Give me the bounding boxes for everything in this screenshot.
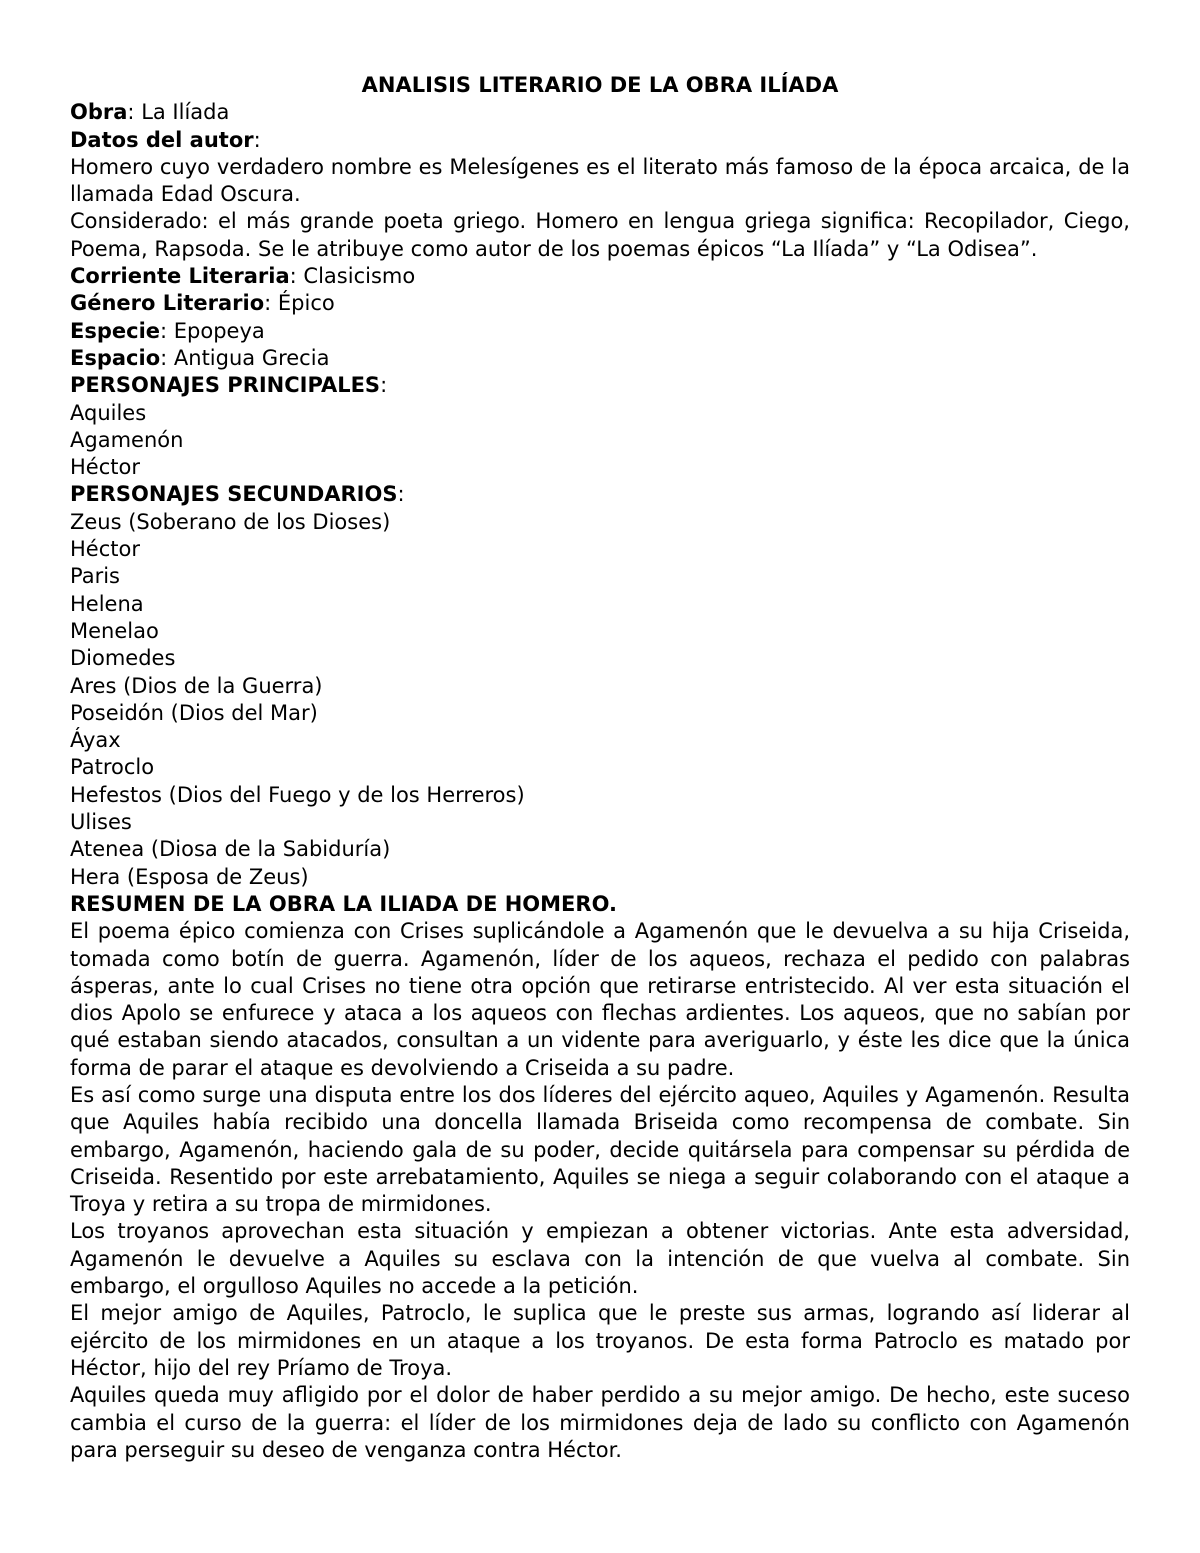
list-item: Áyax [70, 728, 121, 753]
espacio-line: Espacio: Antigua Grecia [70, 345, 330, 370]
corriente-value: Clasicismo [303, 264, 416, 289]
genero-line: Género Literario: Épico [70, 291, 335, 316]
list-item: Ares (Dios de la Guerra) [70, 673, 323, 698]
list-item: Zeus (Soberano de los Dioses) [70, 509, 391, 534]
resumen-paragraph-2: Es así como surge una disputa entre los dos líderes del ejército aqueo, Aquiles y Agamenón. Resulta que Aquiles había recibido una doncella llamada Briseida como recompensa de combate. Sin embargo, Agamenón, haciendo gala de su poder, decide quitársela para compensar su pérdida de Criseida. Resentido por este arrebatamiento, Aquiles se niega a seguir colaborando con el ataque a Troya y retira a su tropa de mirmidones. [70, 1082, 1130, 1217]
principales-list [70, 400, 1130, 482]
list-item: Atenea (Diosa de la Sabiduría) [70, 837, 391, 862]
list-item: Aquiles [70, 400, 147, 425]
obra-label: Obra [70, 100, 128, 125]
autor-paragraph-1: Homero cuyo verdadero nombre es Melesígenes es el literato más famoso de la época arcaica, de la llamada Edad Oscura. [70, 154, 1130, 207]
genero-value: Épico [277, 291, 335, 316]
secundarios-list [70, 509, 1130, 891]
obra-value: La Ilíada [141, 100, 230, 125]
corriente-label: Corriente Literaria [70, 264, 290, 289]
autor-heading: Datos del autor: [70, 127, 261, 152]
list-item: Paris [70, 564, 120, 589]
autor-paragraph-2: Considerado: el más grande poeta griego. Homero en lengua griega significa: Recopilador, Ciego, Poema, Rapsoda. Se le atribuye como autor de los poemas épicos “La Ilíada” y “La Odisea”. [70, 209, 1130, 261]
document-title: ANALISIS LITERARIO DE LA OBRA ILÍADA [361, 73, 839, 97]
list-item: Menelao [70, 618, 159, 643]
list-item: Ulises [70, 810, 132, 835]
list-item: Hefestos (Dios del Fuego y de los Herreros) [70, 782, 525, 807]
list-item: Patroclo [70, 755, 155, 780]
autor-label: Datos del autor [70, 127, 254, 152]
obra-line: Obra: La Ilíada [70, 100, 230, 125]
list-item: Héctor [70, 537, 140, 562]
espacio-label: Espacio [70, 345, 161, 370]
list-item: Helena [70, 591, 144, 616]
secundarios-label: PERSONAJES SECUNDARIOS [70, 482, 398, 507]
resumen-paragraph-4: El mejor amigo de Aquiles, Patroclo, le suplica que le preste sus armas, logrando así liderar al ejército de los mirmidones en un ataque a los troyanos. De esta forma Patroclo es matado por Héctor, hijo del rey Príamo de Troya. [70, 1301, 1130, 1380]
principales-heading: PERSONAJES PRINCIPALES: [70, 373, 388, 398]
list-item: Héctor [70, 455, 140, 480]
corriente-line: Corriente Literaria: Clasicismo [70, 264, 416, 289]
resumen-paragraph-3: Los troyanos aprovechan esta situación y empiezan a obtener victorias. Ante esta adversidad, Agamenón le devuelve a Aquiles su esclava con la intención de que vuelva al combate. Sin embargo, el orgulloso Aquiles no accede a la petición. [70, 1219, 1130, 1299]
principales-label: PERSONAJES PRINCIPALES [70, 373, 381, 398]
list-item: Hera (Esposa de Zeus) [70, 864, 309, 889]
espacio-value: Antigua Grecia [173, 345, 330, 370]
especie-label: Especie [70, 318, 161, 343]
especie-line: Especie: Epopeya [70, 318, 265, 343]
list-item: Diomedes [70, 646, 176, 671]
list-item: Poseidón (Dios del Mar) [70, 700, 318, 725]
genero-label: Género Literario [70, 291, 265, 316]
list-item: Agamenón [70, 427, 184, 452]
secundarios-heading: PERSONAJES SECUNDARIOS: [70, 482, 405, 507]
especie-value: Epopeya [173, 318, 265, 343]
resumen-paragraph-5: Aquiles queda muy afligido por el dolor de haber perdido a su mejor amigo. De hecho, este suceso cambia el curso de la guerra: el líder de los mirmidones deja de lado su conflicto con Agamenón para perseguir su deseo de venganza contra Héctor. [70, 1383, 1130, 1462]
resumen-heading: RESUMEN DE LA OBRA LA ILIADA DE HOMERO. [70, 891, 617, 916]
resumen-paragraph-1: El poema épico comienza con Crises suplicándole a Agamenón que le devuelva a su hija Criseida, tomada como botín de guerra. Agamenón, líder de los aqueos, rechaza el pedido con palabras ásperas, ante lo cual Crises no tiene otra opción que retirarse entristecido. Al ver esta situación el dios Apolo se enfurece y ataca a los aqueos con flechas ardientes. Los aqueos, que no sabían por qué estaban siendo atacados, consultan a un vidente para averiguarlo, y éste les dice que la única forma de parar el ataque es devolviendo a Criseida a su padre. [70, 919, 1130, 1080]
